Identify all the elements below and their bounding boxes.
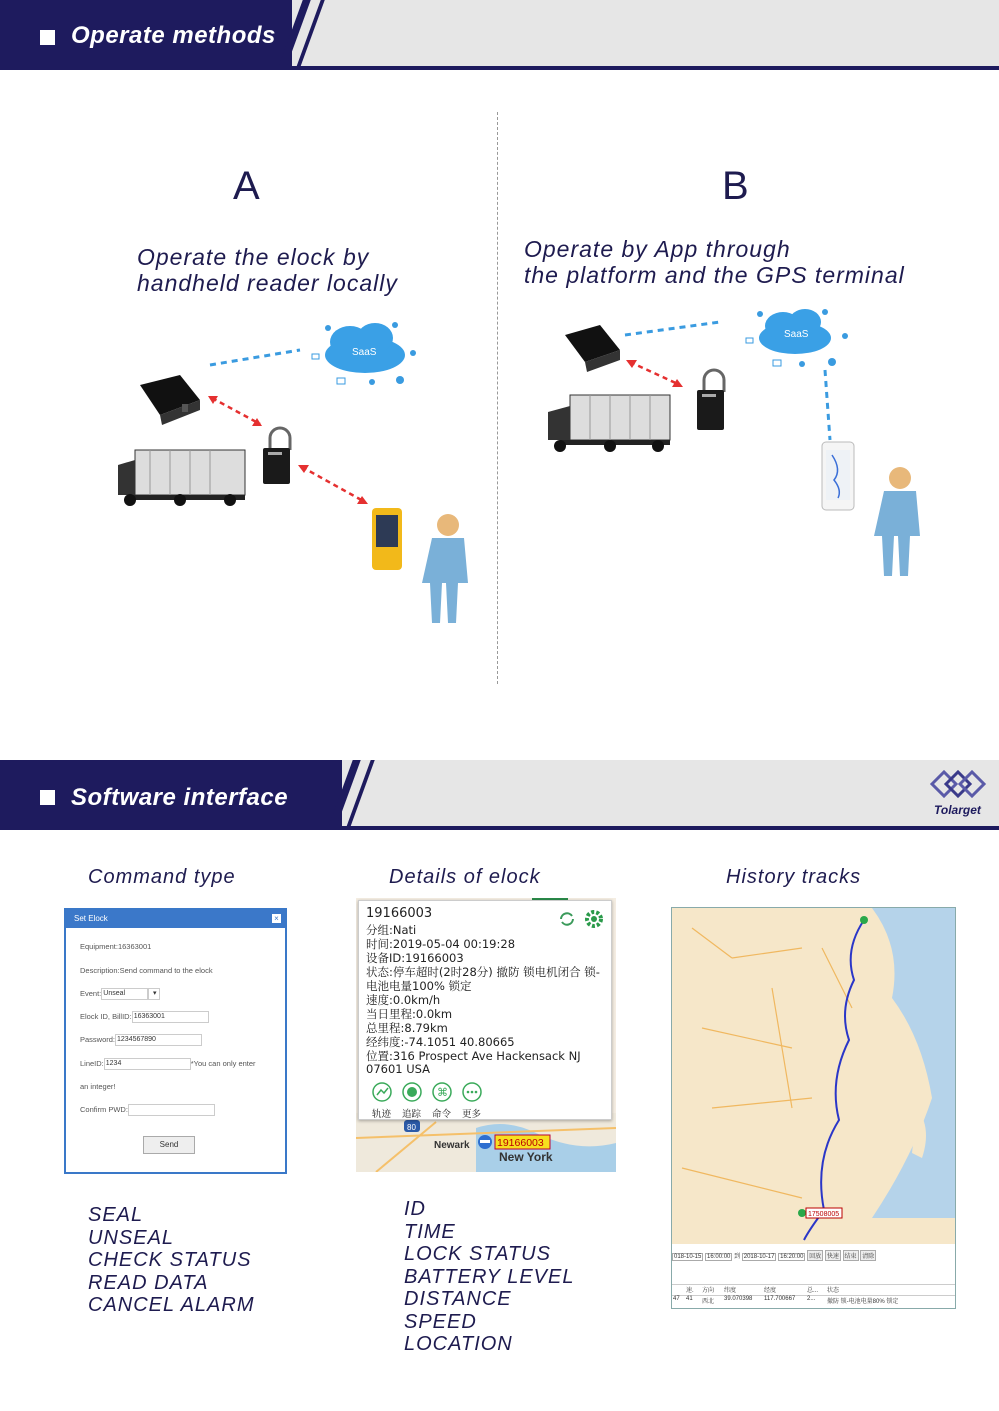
caption-command-type: Command type [88, 866, 236, 888]
send-button[interactable]: Send [143, 1136, 195, 1154]
detail-line: 经纬度:-74.1051 40.80665 [366, 1035, 515, 1049]
table-header-cell: 经度 [764, 1288, 777, 1294]
svg-text:⌘: ⌘ [437, 1086, 448, 1099]
table-header-cell: 速. [686, 1288, 694, 1294]
list-item: DISTANCE [404, 1288, 512, 1310]
table-header-cell: 状态 [827, 1288, 840, 1294]
cloud-saas-icon-b [746, 309, 848, 367]
list-item: CHECK STATUS [88, 1249, 252, 1271]
handheld-reader-icon [372, 508, 402, 570]
cloud-label-b: SaaS [784, 329, 809, 340]
table-header-cell: 纬度 [724, 1288, 737, 1294]
header-software-interface [0, 760, 999, 830]
history-table-header [672, 1284, 955, 1296]
gps-terminal-icon [140, 375, 200, 425]
list-item: READ DATA [88, 1271, 209, 1294]
track-start-marker: 17508005 [808, 1211, 840, 1218]
info-card [358, 900, 612, 1120]
to-time-field[interactable]: 16:20:00 [780, 1254, 804, 1260]
list-item: LOCK STATUS [404, 1243, 551, 1265]
detail-line: 总里程:8.79km [366, 1021, 448, 1035]
lineid-hint-text: an integer! [80, 1082, 116, 1091]
detail-line: 当日里程:0.0km [366, 1007, 453, 1021]
tolarget-logo-text: Tolarget [934, 803, 981, 817]
elock-id-field[interactable]: 16363001 [132, 1011, 209, 1023]
close-icon[interactable]: × [272, 914, 281, 923]
action-label-more[interactable]: 更多 [462, 1109, 482, 1120]
clear-button[interactable]: 清除 [860, 1250, 876, 1261]
to-date-field[interactable]: 2018-10-17 [743, 1254, 775, 1260]
detail-line: 19166003 [366, 906, 433, 921]
list-item: SEAL [88, 1204, 144, 1226]
detail-line: 07601 USA [366, 1062, 431, 1076]
gps-terminal-icon-b [565, 325, 620, 372]
section-a-letter: A [233, 164, 260, 208]
password-row: Password: 1234567890 [80, 1034, 202, 1046]
details-list [404, 1198, 574, 1356]
lineid-field[interactable]: 1234 [104, 1058, 191, 1070]
header-title-2: Software interface [71, 784, 289, 811]
table-header-cell: 方向 [702, 1288, 715, 1294]
action-label-command[interactable]: 命令 [432, 1109, 452, 1120]
list-item: UNSEAL [88, 1226, 175, 1249]
command-icon[interactable] [431, 1081, 453, 1103]
stop-button[interactable]: 结束 [843, 1250, 859, 1261]
command-list [88, 1204, 255, 1317]
header-square-icon [40, 30, 55, 45]
detail-line: 速度:0.0km/h [366, 993, 441, 1007]
elock-icon [263, 428, 290, 484]
history-map [672, 908, 955, 1244]
more-icon[interactable] [461, 1081, 483, 1103]
detail-line: 状态:停车超时(2时28分) 撤防 锁电机闭合 锁- [366, 965, 600, 979]
list-item: TIME [404, 1220, 456, 1243]
lineid-row: LineID: 1234 *You can only enter [80, 1058, 256, 1070]
caption-history-tracks: History tracks [726, 866, 862, 888]
diagram-a [110, 310, 490, 640]
fast-button[interactable]: 快速 [825, 1250, 841, 1261]
track-icon[interactable] [371, 1081, 393, 1103]
list-item: BATTERY LEVEL [404, 1265, 575, 1288]
equipment-text: Equipment:16363001 [80, 942, 152, 951]
confirm-pwd-field[interactable] [128, 1104, 215, 1116]
chevron-down-icon[interactable]: ▾ [148, 988, 160, 1000]
history-toolbar: 018-10-15 16:00:00 到 2018-10-17 16:20:00 回放 快速 结束 清除 [672, 1250, 955, 1264]
refresh-icon[interactable] [557, 909, 577, 929]
section-a-description: Operate the elock by handheld reader locally [137, 244, 398, 296]
list-item: CANCEL ALARM [88, 1294, 255, 1316]
truck-icon [118, 450, 245, 506]
dialog-titlebar: Set Elock × [66, 910, 285, 928]
set-elock-dialog [64, 908, 287, 1174]
caption-details-of-elock: Details of elock [389, 866, 541, 888]
map-label-newark: Newark [434, 1140, 470, 1151]
event-row: Event: Unseal ▾ [80, 988, 160, 1000]
list-item: LOCATION [404, 1333, 513, 1355]
section-b-description: Operate by App through the platform and the GPS terminal [524, 236, 905, 288]
list-item: ID [404, 1198, 426, 1220]
header-title: Operate methods [71, 22, 276, 49]
map-label-new-york: New York [499, 1150, 553, 1164]
from-time-field[interactable]: 16:00:00 [707, 1254, 731, 1260]
elock-icon-b [697, 370, 724, 430]
replay-button[interactable]: 回放 [807, 1250, 823, 1261]
smartphone-icon [822, 442, 854, 510]
list-item: SPEED [404, 1310, 477, 1333]
cloud-label: SaaS [352, 347, 377, 358]
detail-line: 位置:316 Prospect Ave Hackensack NJ [366, 1049, 581, 1063]
detail-line: 分组:Nati [366, 923, 417, 937]
action-label-follow[interactable]: 追踪 [402, 1109, 422, 1120]
table-row: 47 41 西北 39.070398 117.700667 2... 撤防 锁-电池电量80% 锁定 [673, 1296, 899, 1305]
description-text: Description:Send command to the elock [80, 966, 213, 975]
diagram-b [540, 300, 960, 590]
from-date-field[interactable]: 018-10-15 [674, 1254, 702, 1260]
event-select[interactable]: Unseal [101, 988, 148, 1000]
follow-icon[interactable] [401, 1081, 423, 1103]
tolarget-logo-icon [930, 770, 988, 798]
detail-line: 设备ID:19166003 [366, 951, 464, 965]
person-icon-b [874, 467, 920, 576]
gear-icon[interactable] [583, 908, 605, 930]
action-label-track[interactable]: 轨迹 [372, 1109, 392, 1120]
detail-line: 时间:2019-05-04 00:19:28 [366, 937, 516, 951]
history-tracks-panel [671, 907, 956, 1309]
section-divider [497, 112, 498, 684]
elock-id-row: Elock ID, BillID: 16363001 [80, 1011, 209, 1023]
map-marker-label: 19166003 [497, 1137, 544, 1149]
truck-icon-b [548, 395, 670, 452]
confirm-pwd-row: Confirm PWD: [80, 1104, 215, 1116]
header-square-icon-2 [40, 790, 55, 805]
person-icon [422, 514, 468, 623]
header-operate-methods [0, 0, 999, 70]
elock-details-panel [356, 898, 616, 1172]
password-field[interactable]: 1234567890 [115, 1034, 202, 1046]
route-badge: 80 [407, 1123, 416, 1132]
detail-line: 电池电量100% 锁定 [366, 979, 472, 993]
section-b-letter: B [722, 164, 749, 208]
table-header-cell: 总... [807, 1288, 819, 1294]
cloud-saas-icon [312, 322, 416, 385]
